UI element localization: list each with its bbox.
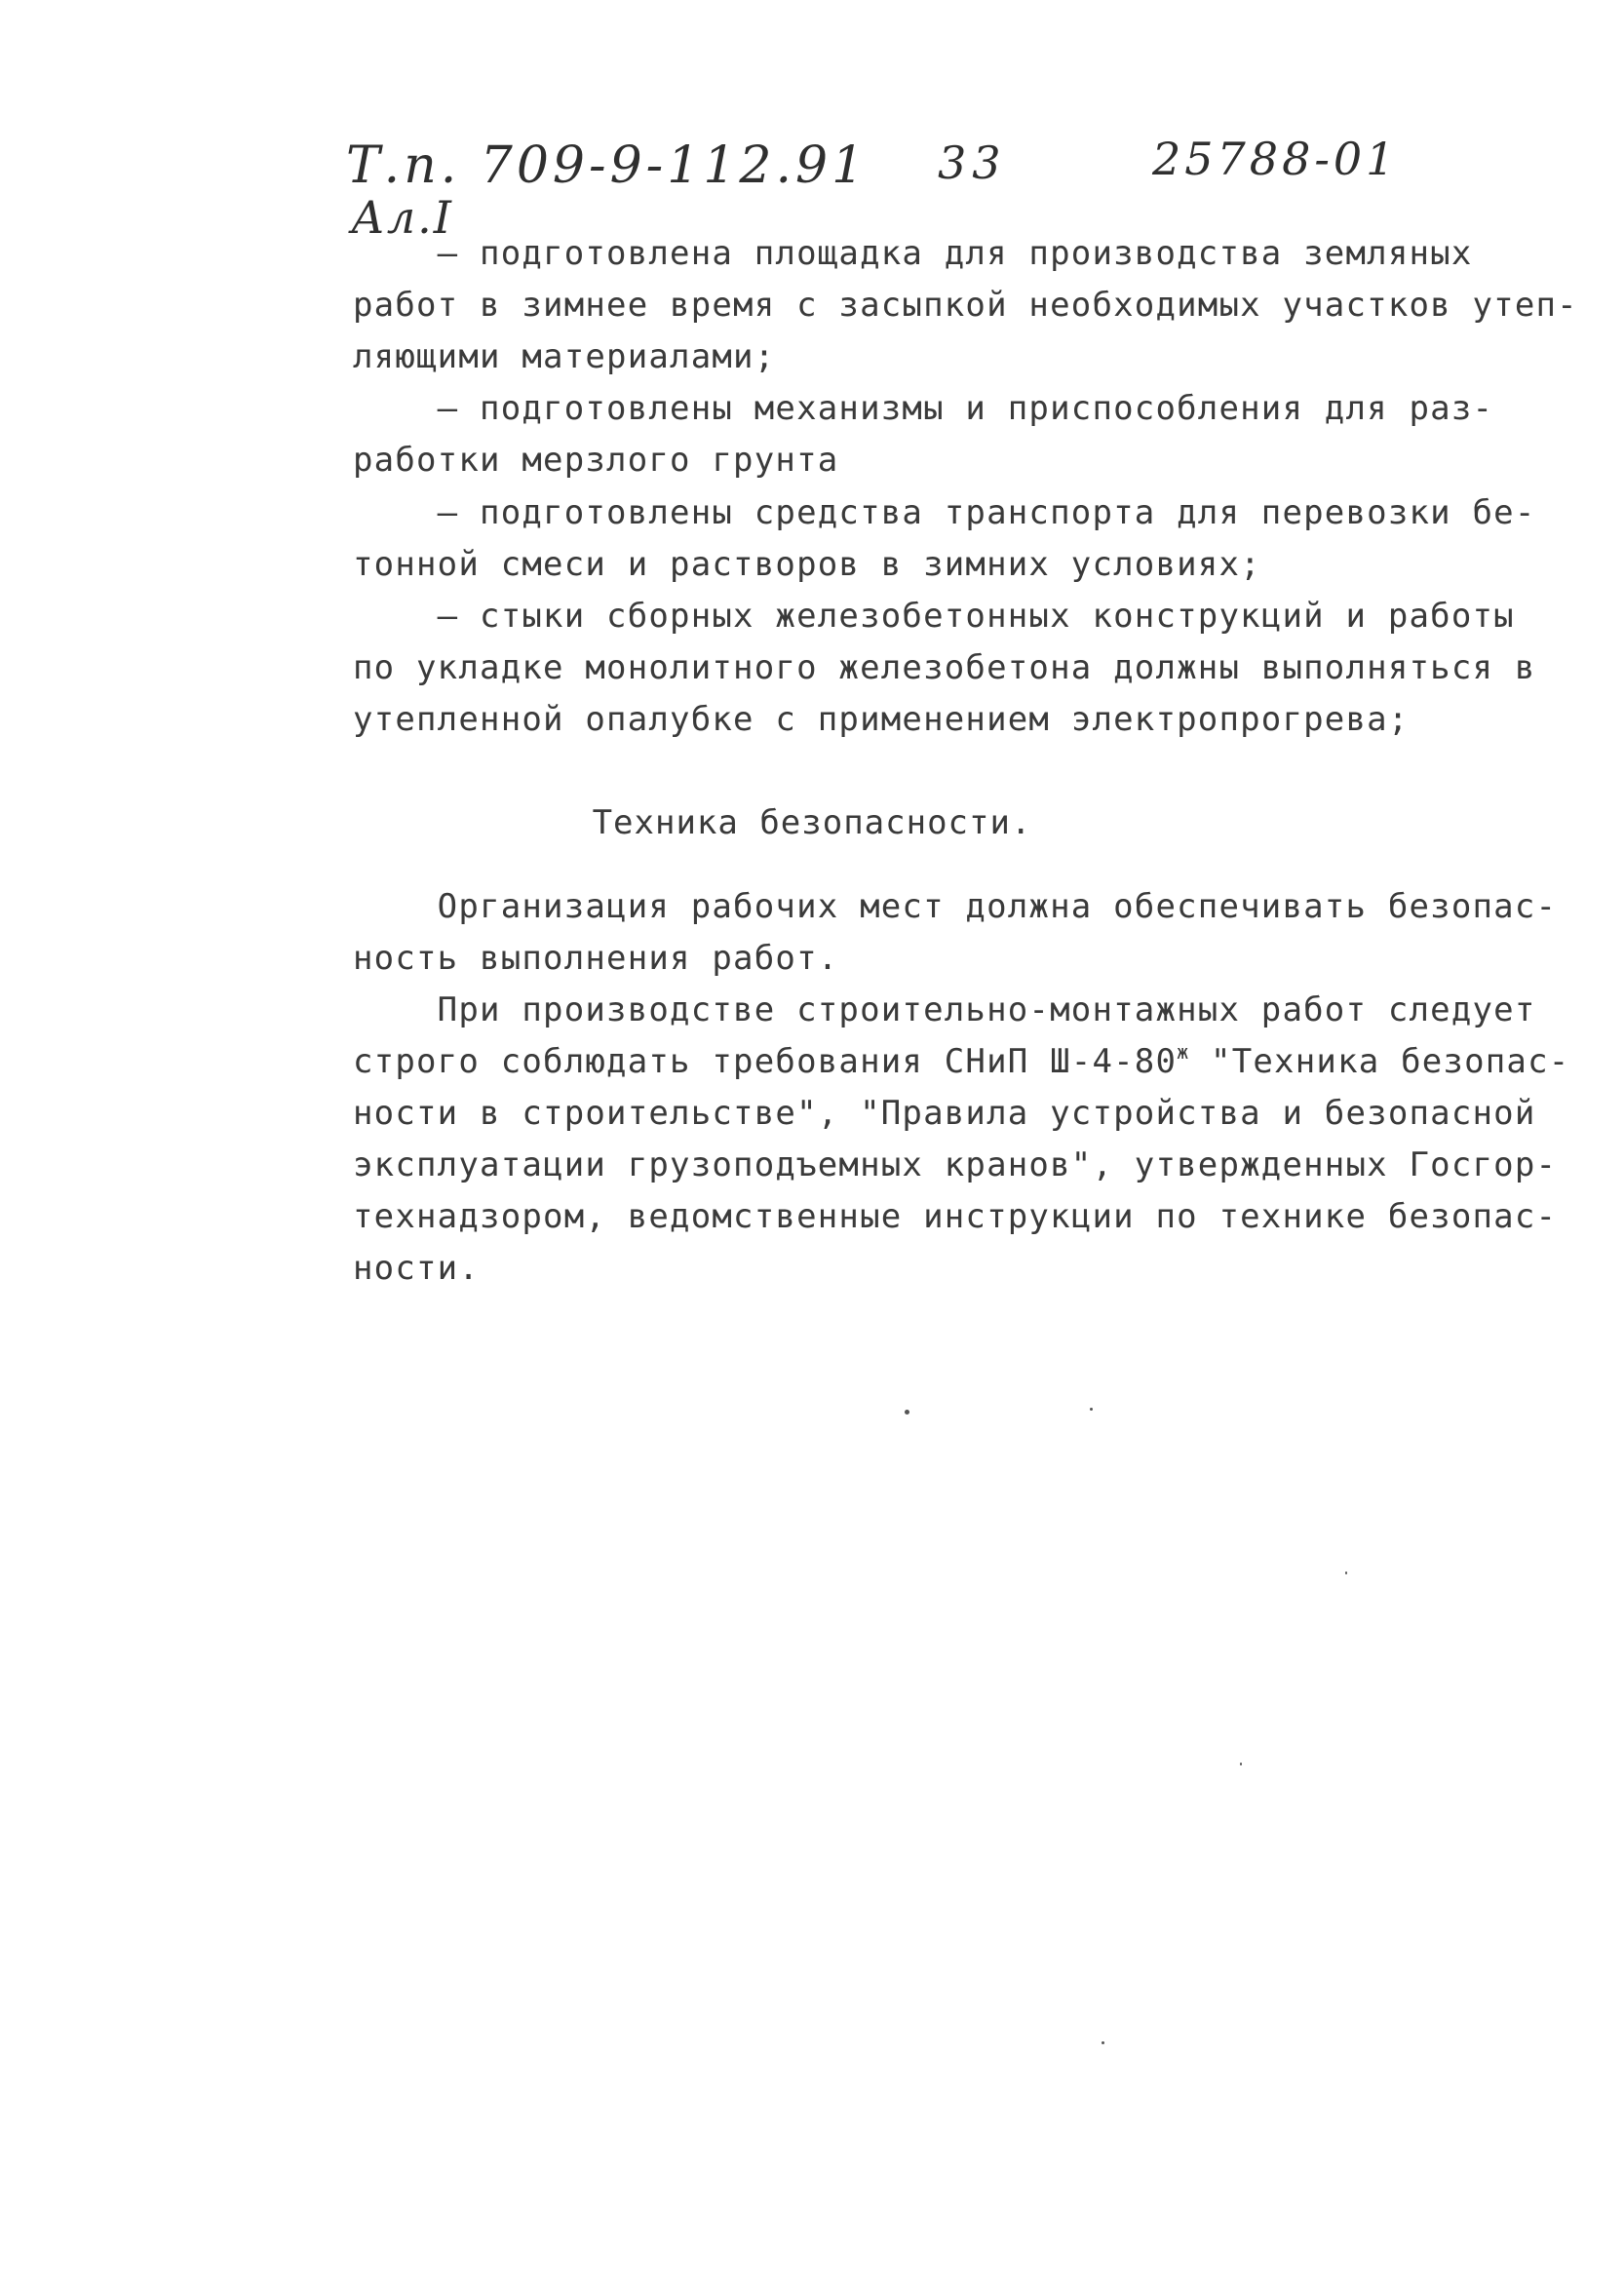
body-line: тонной смеси и растворов в зимних условиях; xyxy=(353,545,1261,584)
body-line: работ в зимнее время с засыпкой необходимых участков утеп- xyxy=(353,286,1578,325)
snip-text: строго соблюдать требования СНиП Ш-4-80 xyxy=(353,1042,1178,1081)
scan-speck xyxy=(1102,2041,1104,2044)
safety-line: Организация рабочих мест должна обеспечивать безопас- xyxy=(353,887,1558,926)
scan-speck xyxy=(905,1410,909,1415)
body-line: – стыки сборных железобетонных конструкций и работы xyxy=(353,597,1515,636)
body-line: – подготовлена площадка для производства земляных xyxy=(353,234,1473,273)
scan-speck xyxy=(1090,1408,1093,1411)
body-line: – подготовлены средства транспорта для перевозки бе- xyxy=(353,493,1536,532)
body-line: работки мерзлого грунта xyxy=(353,441,839,480)
section-title: Техника безопасности. xyxy=(592,803,1032,842)
page-number: 33 xyxy=(938,136,1007,189)
safety-line: ности в строительстве", "Правила устройства и безопасной xyxy=(353,1094,1536,1133)
safety-line: ности. xyxy=(353,1249,481,1288)
snip-superscript: ж xyxy=(1177,1040,1190,1064)
document-number: 25788-01 xyxy=(1152,133,1399,185)
body-line: по укладке монолитного железобетона должны выполняться в xyxy=(353,648,1536,687)
body-line: – подготовлены механизмы и приспособления для раз- xyxy=(353,389,1494,428)
safety-line: эксплуатации грузоподъемных кранов", утвержденных Госгор- xyxy=(353,1145,1558,1184)
safety-line: При производстве строительно-монтажных работ следует xyxy=(353,990,1536,1029)
safety-line-snip xyxy=(353,1042,1569,1081)
project-code: Т.п. 709-9-112.91 xyxy=(346,136,869,195)
body-line: ляющими материалами; xyxy=(353,337,776,376)
safety-line: ность выполнения работ. xyxy=(353,939,839,978)
safety-line: технадзором, ведомственные инструкции по технике безопас- xyxy=(353,1197,1558,1236)
snip-text-after: "Техника безопас- xyxy=(1189,1042,1570,1081)
scan-speck xyxy=(1345,1571,1347,1574)
album-label: Ал.I xyxy=(351,191,453,244)
scan-speck xyxy=(1240,1763,1242,1765)
body-line: утепленной опалубке с применением электропрогрева; xyxy=(353,700,1410,739)
